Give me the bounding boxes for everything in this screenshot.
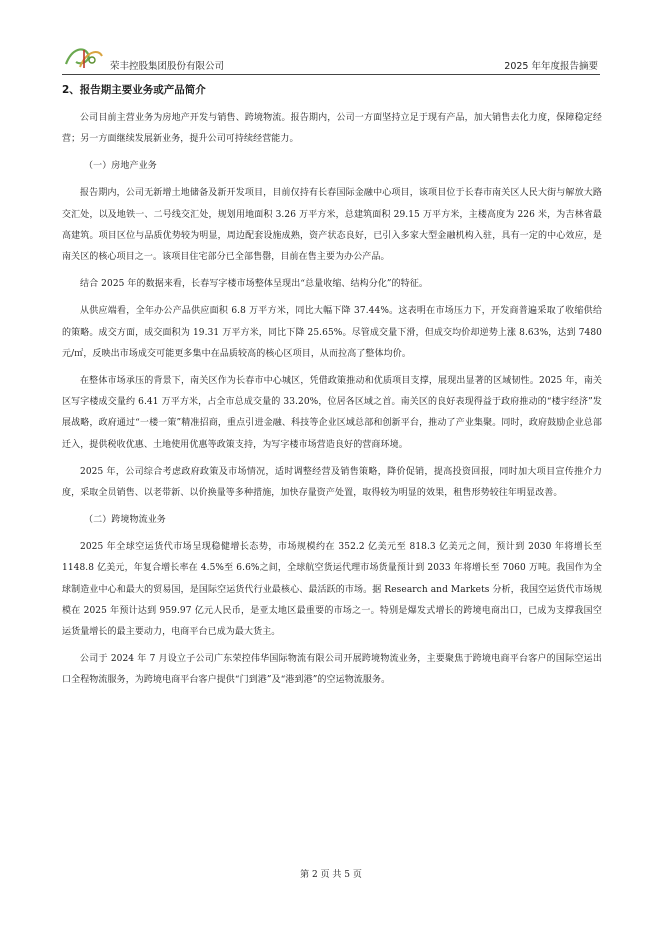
report-title: 2025 年年度报告摘要 xyxy=(504,61,598,72)
paragraph-air-freight-market: 2025 年全球空运货代市场呈现稳健增长态势，市场规模约在 352.2 亿美元至 818.3 亿美元之间，预计到 2030 年将增长至 1148.8 亿美元，年复合增长率在 4.5%至 6.6%之间，全球航空货运代理市场货量预计到 2033 年将增长至 7060 万吨。我国作为全球制造业中心和最大的贸易国，是国际空运货代行业最核心、最活跃的市场。据 Research and Markets 分析，我国空运货代市场规模在 2025 年预计达到 959.97 亿元人民币，是亚太地区最重要的市场之一。特别是爆发式增长的跨境电商出口，已成为支撑我国空运货量增长的最主要动力，电商平台已成为最大货主。 xyxy=(62,542,602,638)
paragraph-project: 报告期内，公司无新增土地储备及新开发项目，目前仅持有长春国际金融中心项目，该项目位于长春市南关区人民大街与解放大路交汇处，以及地铁一、二号线交汇处，规划用地面积 3.26 万平方米，总建筑面积 29.15 万平方米，主楼高度为 226 米，为吉林省最高建筑。项目区位与品质优势较为明显，周边配套设施成熟，资产状态良好，已引入多家大型金融机构入驻，具有一定的中心效应，是南关区的核心项目之一。该项目住宅部分已全部售罄，目前在售主要为办公产品。 xyxy=(62,188,602,263)
paragraph-subsidiary: 公司于 2024 年 7 月设立子公司广东荣控伟华国际物流有限公司开展跨境物流业务，主要聚焦于跨境电商平台客户的国际空运出口全程物流服务，为跨境电商平台客户提供“门到港”及“港到港”的空运物流服务。 xyxy=(62,654,602,686)
subheading-logistics: （二）跨境物流业务 xyxy=(84,515,166,526)
paragraph-nanguan: 在整体市场承压的背景下，南关区作为长春市中心城区，凭借政策推动和优质项目支撑，展现出显著的区域韧性。2025 年，南关区写字楼成交量约 6.41 万平方米，占全市总成交量的 33.20%，位居各区域之首。南关区的良好表现得益于政府推动的“楼宇经济”发展战略，政府通过“一楼一策”精准招商，重点引进金融、科技等企业区域总部和创新平台，推动了产业集聚。同时，政府鼓励企业总部迁入，提供税收优惠、土地使用优惠等政策支持，为写字楼市场营造良好的营商环境。 xyxy=(62,376,602,450)
paragraph-supply-demand: 从供应端看，全年办公产品供应面积 6.8 万平方米，同比大幅下降 37.44%。这表明在市场压力下，开发商普遍采取了收缩供给的策略。成交方面，成交面积为 19.31 万平方米，同比下降 25.65%。尽管成交量下滑，但成交均价却逆势上涨 8.63%，达到 7480 元/㎡，反映出市场成交可能更多集中在品质较高的核心区项目，从而拉高了整体均价。 xyxy=(62,306,602,359)
paragraph-strategy: 2025 年，公司综合考虑政府政策及市场情况，适时调整经营及销售策略，降价促销，提高投资回报，同时加大项目宣传推介力度，采取全员销售、以老带新、以价换量等多种措施，加快存量资产处置，取得较为明显的效果，租售形势较往年明显改善。 xyxy=(62,466,602,499)
page-number: 第 2 页 共 5 页 xyxy=(300,870,362,880)
subheading-real-estate: （一）房地产业务 xyxy=(84,161,157,172)
paragraph-market-summary: 结合 2025 年的数据来看，长春写字楼市场整体呈现出“总量收缩、结构分化”的特征。 xyxy=(80,279,429,290)
paragraph-overview: 公司目前主营业务为房地产开发与销售、跨境物流。报告期内，公司一方面坚持立足于现有产品，加大销售去化力度，保障稳定经营；另一方面继续发展新业务，提升公司可持续经营能力。 xyxy=(62,113,602,145)
company-name: 荣丰控股集团股份有限公司 xyxy=(110,61,225,72)
main-content xyxy=(62,108,602,692)
company-logo-icon xyxy=(62,44,106,70)
page-header xyxy=(62,44,600,75)
section-heading: 2、报告期主要业务或产品简介 xyxy=(62,84,206,96)
